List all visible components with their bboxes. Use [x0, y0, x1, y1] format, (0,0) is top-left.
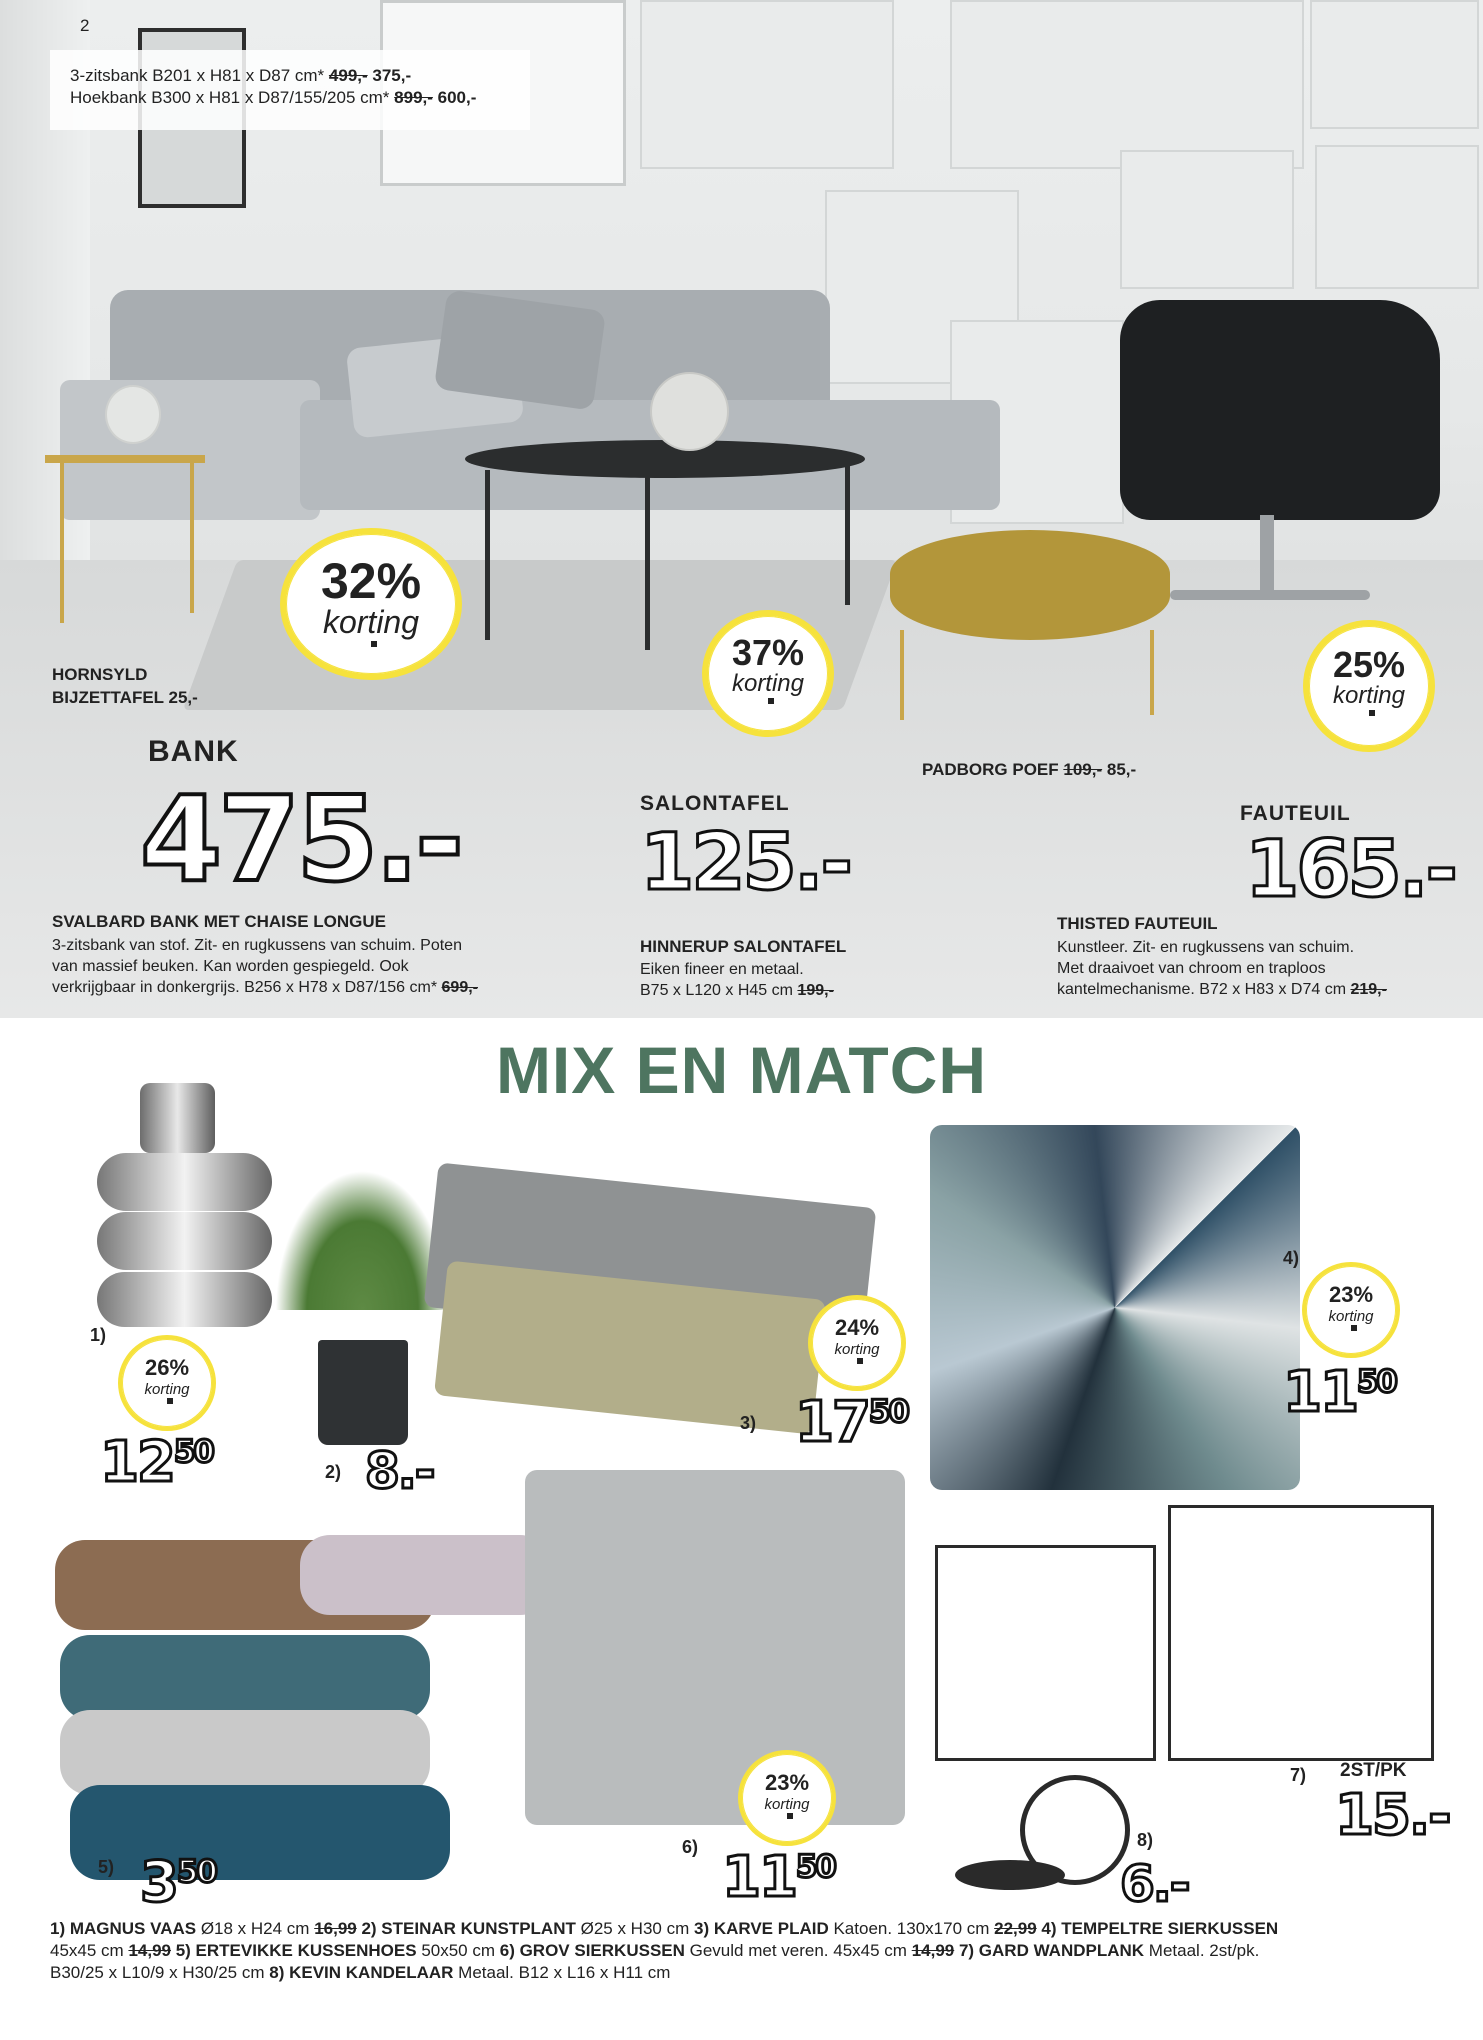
wall-panel [1310, 0, 1479, 129]
footer-item-title: 8) KEVIN KANDELAAR [269, 1963, 454, 1982]
price-main: 17 [795, 1390, 869, 1455]
bank-old-price: 699,- [441, 979, 478, 996]
discount-label: korting [731, 670, 805, 697]
fauteuil-old-price: 219,- [1350, 981, 1387, 998]
footer-item-desc: Katoen. 130x170 cm [828, 1919, 995, 1938]
salontafel-desc-1: Eiken fineer en metaal. [640, 961, 804, 978]
item-number: 6) [682, 1837, 699, 1857]
plant-pot [318, 1340, 408, 1445]
discount-label: korting [1328, 1308, 1374, 1325]
discount-label: korting [834, 1341, 880, 1358]
coffee-table-leg [485, 470, 490, 640]
footer-item-title: 7) GARD WANDPLANK [954, 1941, 1145, 1960]
footer-item-desc: 45x45 cm [50, 1941, 129, 1960]
wall-shelf-image [1168, 1505, 1434, 1761]
salontafel-desc-2: B75 x L120 x H45 cm [640, 982, 793, 999]
vase-image [140, 1083, 215, 1153]
footer-item-desc: Metaal. 2st/pk. [1144, 1941, 1260, 1960]
discount-label: korting [322, 604, 420, 640]
footer-item-title: 2) STEINAR KUNSTPLANT [356, 1919, 576, 1938]
side-table-leg [190, 463, 194, 613]
pack-label: 2ST/PK [1340, 1760, 1407, 1781]
grey-cushion-image [525, 1470, 905, 1825]
discount-percent: 25% [1332, 644, 1406, 685]
pouf [890, 530, 1170, 640]
footer-item-desc: 50x50 cm [416, 1941, 500, 1960]
discount-bubble [702, 610, 834, 737]
item-price: 15.- [1335, 1783, 1450, 1848]
candle-holder-base [955, 1860, 1065, 1890]
footer-item-title: 1) MAGNUS VAAS [50, 1919, 197, 1938]
wall-panel [1315, 145, 1479, 289]
item-price: 6.- [1120, 1855, 1189, 1913]
footer-line-3 [50, 1962, 1440, 1984]
footer-item-title: 3) KARVE PLAID [693, 1919, 829, 1938]
product-footer [50, 1918, 1440, 1984]
discount-bubble [280, 528, 462, 680]
wall-panel [640, 0, 894, 169]
salontafel-price: 125.- [640, 818, 850, 908]
item-price [1283, 1360, 1396, 1425]
discount-label: korting [764, 1796, 810, 1813]
item-number: 2) [325, 1462, 342, 1482]
price-main: 3 [140, 1850, 177, 1915]
side-table-name: HORNSYLD [52, 665, 148, 684]
salontafel-desc-2-wrap [640, 980, 834, 1001]
footer-item-desc: Gevuld met veren. 45x45 cm [684, 1941, 912, 1960]
discount-percent: 26% [144, 1355, 190, 1380]
price-cents: 50 [868, 1394, 908, 1430]
footer-item-title: 6) GROV SIERKUSSEN [499, 1941, 685, 1960]
cushion-cover-image [300, 1535, 550, 1615]
bank-desc-3: verkrijgbaar in donkergrijs. B256 x H78 x D87/156 cm* [52, 979, 438, 996]
cushion-cover-image [60, 1710, 430, 1795]
discount-bubble [1302, 1262, 1400, 1358]
fauteuil-desc-3-wrap [1057, 979, 1387, 1000]
cushion-cover-image [70, 1785, 450, 1880]
salontafel-old-price: 199,- [797, 982, 834, 999]
side-table-leg [60, 463, 64, 623]
discount-percent: 24% [834, 1315, 880, 1340]
page-number: 2 [80, 16, 90, 35]
item-number: 4) [1283, 1248, 1300, 1268]
footer-old-price: 14,99 [911, 1941, 955, 1960]
discount-percent: 37% [731, 632, 805, 673]
fauteuil-price: 165.- [1245, 825, 1455, 915]
item-number: 5) [98, 1857, 115, 1877]
pouf-leg [1150, 630, 1154, 715]
footer-old-price: 22,99 [994, 1919, 1037, 1938]
item-number: 7) [1290, 1765, 1307, 1785]
bank-title: SVALBARD BANK MET CHAISE LONGUE [52, 912, 387, 931]
price-box-line1-new: 375,- [372, 66, 412, 85]
poef-label-wrap [922, 760, 1136, 780]
price-box-line2-prefix: Hoekbank B300 x H81 x D87/155/205 cm* [70, 88, 390, 107]
discount-bubble [1303, 620, 1435, 752]
item-price [140, 1850, 216, 1915]
coffee-table-leg [645, 470, 650, 650]
discount-bubble [738, 1750, 836, 1846]
price-cents: 50 [173, 1434, 213, 1470]
footer-old-price: 14,99 [128, 1941, 171, 1960]
wall-shelf-image [935, 1545, 1156, 1761]
discount-percent: 23% [1328, 1282, 1374, 1307]
poef-label: PADBORG POEF [922, 760, 1059, 779]
fauteuil-category: FAUTEUIL [1240, 802, 1351, 825]
discount-label: korting [144, 1381, 190, 1398]
coffee-table-top [465, 440, 865, 478]
bank-desc-3-wrap [52, 977, 478, 998]
vase-image [97, 1153, 272, 1211]
fauteuil-desc-3: kantelmechanisme. B72 x H83 x D74 cm [1057, 981, 1347, 998]
footer-item-desc: Metaal. B12 x L16 x H11 cm [453, 1963, 671, 1982]
salontafel-category: SALONTAFEL [640, 792, 790, 815]
discount-bubble [808, 1295, 906, 1391]
fauteuil-desc-2: Met draaivoet van chroom en traploos [1057, 960, 1326, 977]
armchair [1120, 300, 1440, 520]
item-number: 8) [1137, 1830, 1154, 1850]
price-box-line1-prefix: 3-zitsbank B201 x H81 x D87 cm* [70, 66, 325, 85]
item-price: 8.- [365, 1442, 434, 1500]
price-cents: 50 [176, 1854, 216, 1890]
bank-category: BANK [148, 735, 239, 768]
price-box-line2-old: 899,- [394, 88, 433, 107]
footer-old-price: 16,99 [314, 1919, 357, 1938]
item-price [722, 1845, 835, 1910]
vase [650, 372, 729, 451]
wall-panel [950, 0, 1304, 169]
bank-desc-2: van massief beuken. Kan worden gespiegeld. Ook [52, 958, 409, 975]
price-main: 12 [100, 1430, 174, 1495]
item-number: 3) [740, 1413, 757, 1433]
fauteuil-desc-1: Kunstleer. Zit- en rugkussens van schuim. [1057, 939, 1355, 956]
price-box-line1-old: 499,- [328, 66, 368, 85]
fauteuil-title: THISTED FAUTEUIL [1057, 914, 1218, 933]
cushion-image [930, 1125, 1300, 1490]
cushion-cover-image [60, 1635, 430, 1720]
coffee-table-leg [845, 465, 850, 605]
price-cents: 50 [795, 1849, 835, 1885]
wall-panel [1120, 150, 1294, 289]
price-main: 11 [722, 1845, 796, 1910]
footer-item-title: 5) ERTEVIKKE KUSSENHOES [170, 1941, 417, 1960]
poef-new-price: 85,- [1106, 760, 1137, 779]
item-price [795, 1390, 908, 1455]
footer-item-desc: B30/25 x L10/9 x H30/25 cm [50, 1963, 270, 1982]
side-table-top [45, 455, 205, 463]
footer-item-desc: Ø18 x H24 cm [196, 1919, 315, 1938]
item-price [100, 1430, 213, 1495]
footer-item-title: 4) TEMPELTRE SIERKUSSEN [1036, 1919, 1279, 1938]
bank-desc-1: 3-zitsbank van stof. Zit- en rugkussens van schuim. Poten [52, 937, 462, 954]
armchair-base [1170, 590, 1370, 600]
price-main: 11 [1283, 1360, 1357, 1425]
footer-item-desc: Ø25 x H30 cm [575, 1919, 694, 1938]
table-lamp [105, 385, 161, 444]
item-number: 1) [90, 1325, 107, 1345]
section-title: MIX EN MATCH [495, 1033, 988, 1107]
footer-line-1 [50, 1918, 1440, 1940]
price-box-line2-new: 600,- [437, 88, 477, 107]
discount-label: korting [1332, 682, 1406, 709]
price-info-box [50, 50, 530, 130]
vase-image [97, 1272, 272, 1327]
bank-price: 475.- [140, 770, 461, 908]
salontafel-title: HINNERUP SALONTAFEL [640, 937, 847, 956]
poef-old-price: 109,- [1063, 760, 1103, 779]
armchair-base [1260, 515, 1274, 595]
footer-line-2 [50, 1940, 1440, 1962]
pouf-leg [900, 630, 904, 720]
price-cents: 50 [1356, 1364, 1396, 1400]
vase-image [97, 1212, 272, 1270]
plant-image [275, 1170, 450, 1310]
discount-percent: 23% [764, 1770, 810, 1795]
discount-percent: 32% [320, 553, 422, 609]
discount-bubble [118, 1335, 216, 1431]
side-table-label: BIJZETTAFEL 25,- [52, 688, 198, 707]
